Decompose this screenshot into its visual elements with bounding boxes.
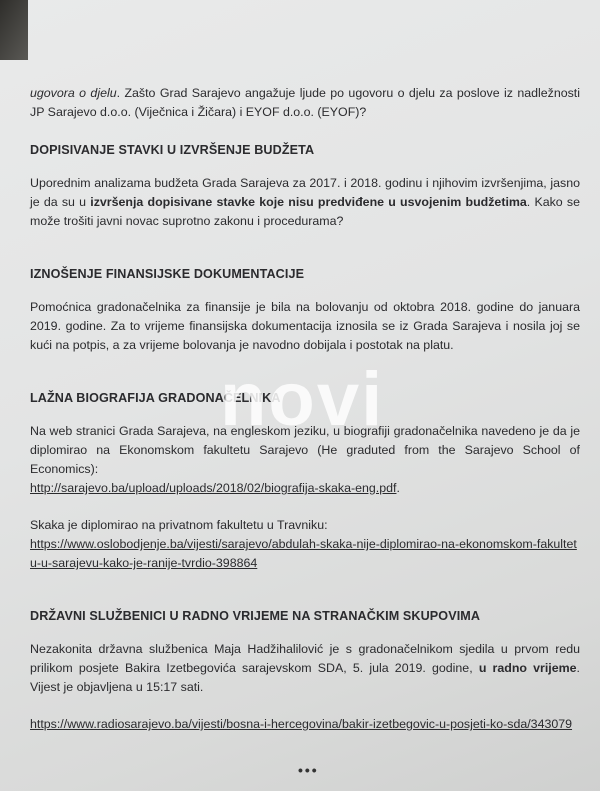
budget-text-b: . Kako se može trošiti javni novac suprotno zakonu i procedurama? — [30, 195, 580, 228]
biography-link-1[interactable]: http://sarajevo.ba/upload/uploads/2018/02/biografija-skaka-eng.pdf — [30, 481, 397, 495]
biography-paragraph: Na web stranici Grada Sarajeva, na engleskom jeziku, u biografiji gradonačelnika navedeno je da je diplomirao na Ekonomskom fakultetu Sarajevo (He graduted from the Sarajevo School of Economics): — [30, 424, 580, 476]
novi-watermark-logo: novi — [220, 357, 385, 442]
biography-link1-wrap: http://sarajevo.ba/upload/uploads/2018/02/biografija-skaka-eng.pdf. — [30, 481, 400, 495]
heading-documentation: IZNOŠENJE FINANSIJSKE DOKUMENTACIJE — [30, 267, 305, 281]
intro-italic: ugovora o djelu — [30, 86, 117, 100]
civil-servants-link[interactable]: https://www.radiosarajevo.ba/vijesti/bosna-i-hercegovina/bakir-izetbegovic-u-posjeti-ko-sda/343079 — [30, 717, 573, 731]
travnik-paragraph: Skaka je diplomirao na privatnom fakultetu u Travniku: — [30, 518, 328, 532]
heading-budget: DOPISIVANJE STAVKI U IZVRŠENJE BUDŽETA — [30, 143, 315, 157]
intro-text: . Zašto Grad Sarajevo angažuje ljude po ugovoru o djelu za poslove iz nadležnosti JP Sarajevo d.o.o. (Viječnica i Žičara) i EYOF d.o.o. (EYOF)? — [30, 86, 581, 119]
civil-text-bold: u radno vrijeme — [478, 661, 577, 675]
documentation-paragraph: Pomoćnica gradonačelnika za finansije je bila na bolovanju od oktobra 2018. godine do januara 2019. godine. Za to vrijeme finansijska dokumentacija iznosila se iz Grada Sarajeva i nosila joj se kući na potpis, a za vrijeme bolovanja je navodno dobijala i postotak na platu. — [30, 300, 580, 352]
budget-text-a: Uporednim analizama budžeta Grada Sarajeva za 2017. i 2018. godinu i njihovim izvršenjima, jasno je da su u — [30, 176, 580, 209]
civil-text-b: . Vijest je objavljena u 15:17 sati. — [30, 661, 580, 694]
budget-text-bold: izvršenja dopisivane stavke koje nisu predviđene u usvojenim budžetima — [90, 195, 527, 209]
intro-paragraph — [30, 84, 580, 122]
civil-link-wrap — [30, 715, 580, 734]
biography-link-2[interactable]: https://www.oslobodjenje.ba/vijesti/sarajevo/abdulah-skaka-nije-diplomirao-na-ekonomskom-fakultetu-u-sarajevu-kako-je-ranije-tvrdio-398864 — [30, 537, 577, 570]
civil-text-a: Nezakonita državna službenica Maja Hadžihalilović je s gradonačelnikom sjedila u prvom redu prilikom posjete Bakira Izetbegovića sarajevskom SDA, 5. jula 2019. godine, — [30, 642, 580, 675]
heading-civil-servants: DRŽAVNI SLUŽBENICI U RADNO VRIJEME NA STRANAČKIM SKUPOVIMA — [30, 609, 481, 623]
budget-paragraph — [30, 174, 580, 231]
folded-corner — [0, 0, 28, 60]
biography-link2-wrap — [30, 535, 580, 573]
civil-servants-paragraph — [30, 640, 580, 697]
page-continuation-dots: ••• — [298, 762, 319, 778]
heading-biography: LAŽNA BIOGRAFIJA GRADONAČELNIKA — [30, 391, 281, 405]
